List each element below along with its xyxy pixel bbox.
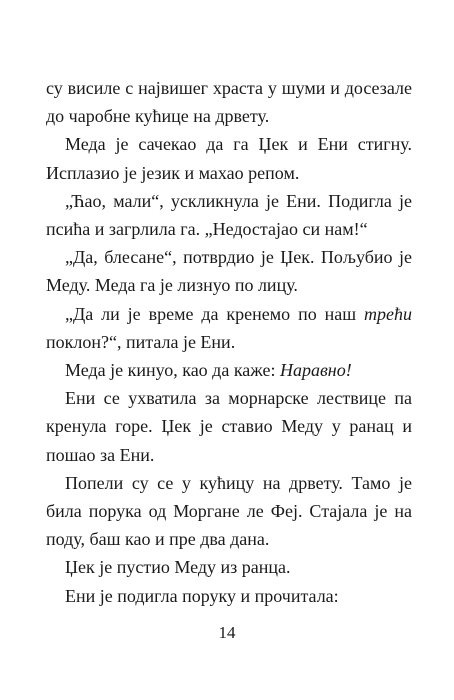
text-line: „Ћао, мали“, ускликнула је Ени. Подигла је	[65, 190, 412, 211]
text-line: псића и загрлила га. „Недостајао си нам!“	[46, 219, 368, 240]
text-line: пошао за Ени.	[46, 444, 155, 465]
text-line: била порука од Моргане ле Феј. Стајала је на	[46, 501, 412, 522]
page-number: 14	[218, 623, 236, 642]
text-line: „Да, блесане“, потврдио је Џек. Пољубио је	[65, 247, 412, 268]
text-line: Меду. Меда га је лизнуо по лицу.	[46, 275, 298, 296]
text-line	[46, 356, 412, 384]
paragraph-3	[46, 187, 412, 243]
text-line: су висиле с највишег храста у шуми и досезале	[46, 78, 412, 98]
paragraph-9	[46, 553, 412, 581]
text-line: Џек је пустио Меду из ранца.	[65, 557, 291, 578]
paragraph-6	[46, 356, 412, 384]
text-run: Меда је кинуо, као да каже:	[65, 360, 280, 381]
paragraph-5	[46, 300, 412, 356]
paragraph-1	[46, 74, 412, 130]
text-line: Ени је подигла поруку и прочитала:	[65, 585, 339, 606]
text-line	[46, 300, 412, 328]
emphasis-text: трећи	[364, 303, 412, 324]
text-line: Ени се ухватила за морнарске лествице па	[65, 388, 412, 409]
paragraph-10	[46, 582, 412, 610]
text-run: „Да ли је време да кренемо по наш	[65, 303, 364, 324]
paragraph-4	[46, 243, 412, 299]
text-line: Меда је сачекао да га Џек и Ени стигну.	[65, 134, 412, 155]
text-run: поклон?“, питала је Ени.	[46, 331, 236, 352]
paragraph-8	[46, 469, 412, 554]
emphasis-text: Наравно!	[279, 360, 352, 381]
paragraph-7	[46, 384, 412, 469]
text-line: поду, баш као и пре два дана.	[46, 529, 270, 550]
text-line: до чаробне кућице на дрвету.	[46, 106, 270, 127]
paragraph-2	[46, 130, 412, 186]
text-line	[46, 328, 412, 356]
text-line: кренула горе. Џек је ставио Меду у ранац и	[46, 416, 412, 437]
text-line: Исплазио је језик и махао репом.	[46, 162, 300, 183]
page-body	[46, 74, 412, 610]
text-line: Попели су се у кућицу на дрвету. Тамо је	[65, 472, 412, 493]
